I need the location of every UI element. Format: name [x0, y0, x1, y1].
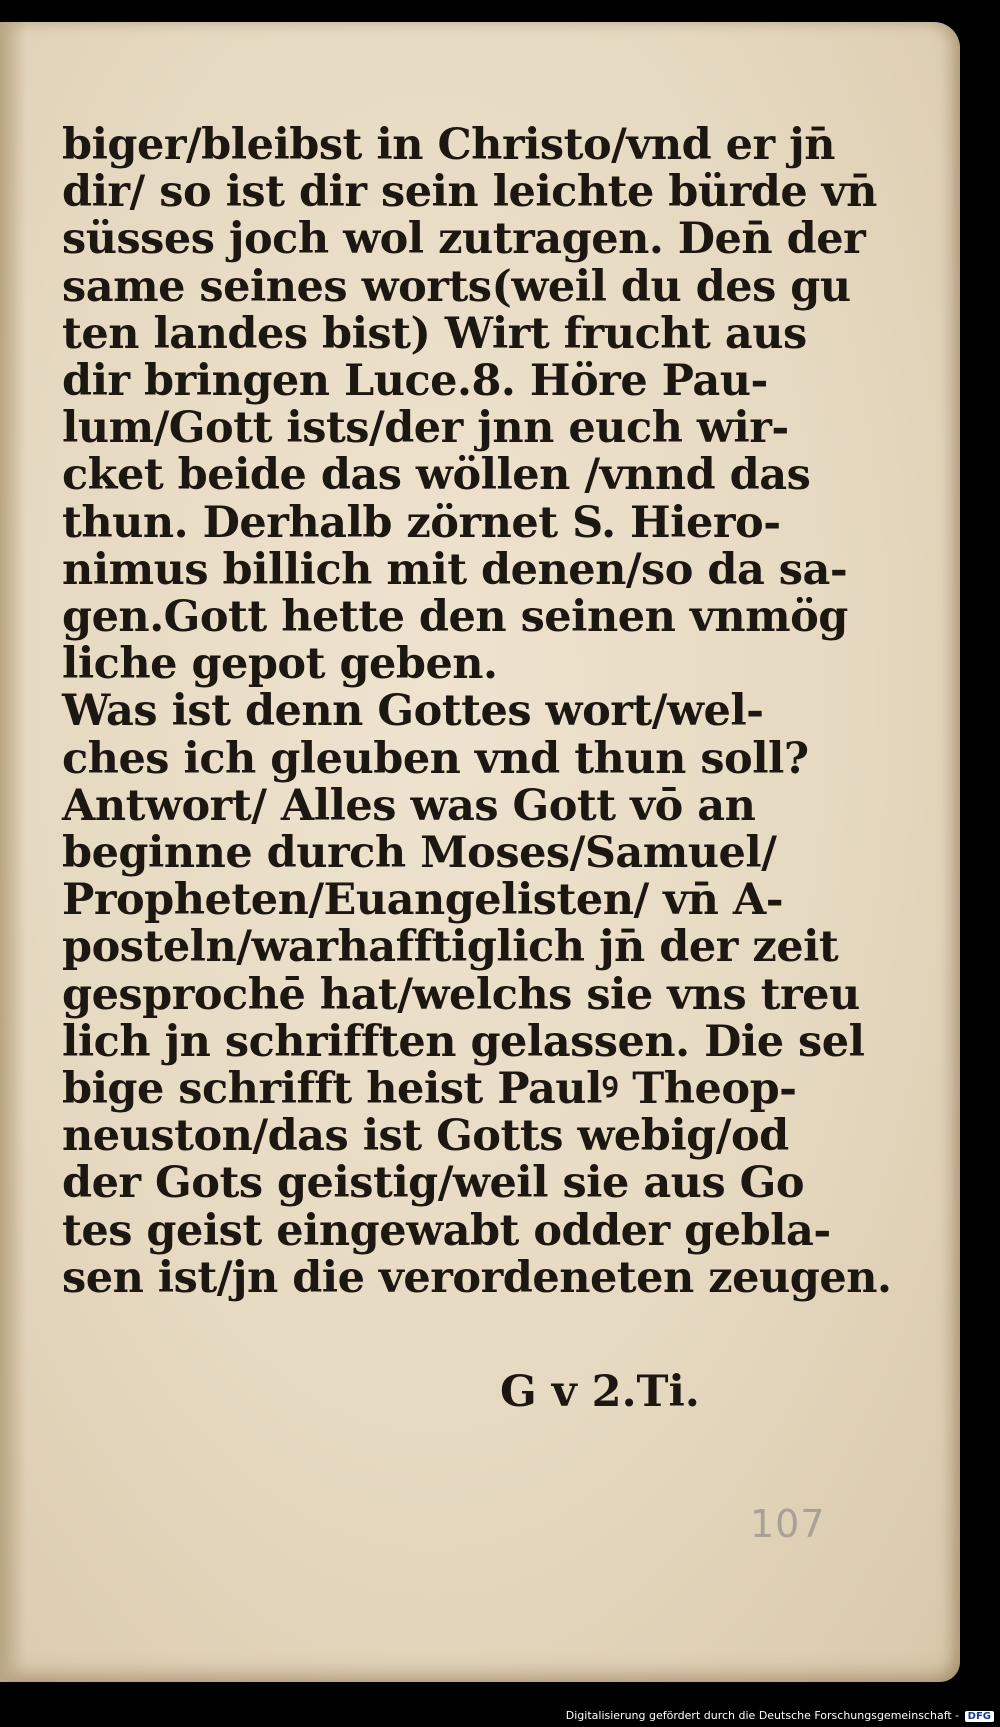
text-line: süsses joch wol zutragen. Den̄ der: [62, 214, 866, 265]
text-line: thun. Derhalb zörnet S. Hiero-: [62, 497, 781, 548]
text-line: der Gots geistig/weil sie aus Go: [62, 1158, 805, 1209]
text-line: same seines worts(weil du des gu: [62, 261, 851, 312]
text-line: lum/Gott ists/der jnn euch wir-: [62, 403, 789, 454]
text-line: dir bringen Luce.8. Höre Pau-: [62, 356, 768, 407]
text-block: [62, 120, 892, 1303]
text-line: posteln/warhafftiglich jn̄ der zeit: [62, 922, 839, 973]
text-line: nimus billich mit denen/so da sa-: [62, 544, 848, 595]
text-line: Was ist denn Gottes wort/wel-: [62, 686, 764, 737]
text-line: cket beide das wöllen /vnnd das: [62, 450, 811, 501]
text-line: sen ist/jn die verordeneten zeugen.: [62, 1252, 892, 1303]
text-line: gesprochē hat/welchs sie vns treu: [62, 969, 860, 1020]
text-line: neuston/das ist Gotts webig/od: [62, 1111, 789, 1162]
text-line: lich jn schrifften gelassen. Die sel: [62, 1016, 865, 1067]
footer-credit: [566, 1709, 994, 1722]
folio-number: 107: [750, 1502, 826, 1546]
text-line: ten landes bist) Wirt frucht aus: [62, 308, 807, 359]
text-line: bige schrifft heist Paulꝰ Theop-: [62, 1064, 797, 1115]
text-line: Propheten/Euangelisten/ vn̄ A-: [62, 875, 784, 926]
catchword: G v 2.Ti.: [500, 1367, 700, 1417]
text-line: gen.Gott hette den seinen vnmög: [62, 592, 848, 643]
book-page: [0, 22, 960, 1682]
text-line: tes geist eingewabt odder gebla-: [62, 1205, 831, 1256]
footer-text: Digitalisierung gefördert durch die Deutsche Forschungsgemeinschaft -: [565, 1709, 960, 1722]
text-line: ches ich gleuben vnd thun soll?: [62, 733, 809, 784]
text-line: biger/bleibst in Christo/vnd er jn̄: [62, 120, 835, 170]
text-line: beginne durch Moses/Samuel/: [62, 828, 777, 879]
text-line: Antwort/ Alles was Gott vō an: [62, 780, 756, 831]
text-line: liche gepot geben.: [62, 639, 498, 690]
text-line: dir/ so ist dir sein leichte bürde vn̄: [62, 167, 877, 218]
dfg-logo: DFG: [965, 1711, 994, 1722]
